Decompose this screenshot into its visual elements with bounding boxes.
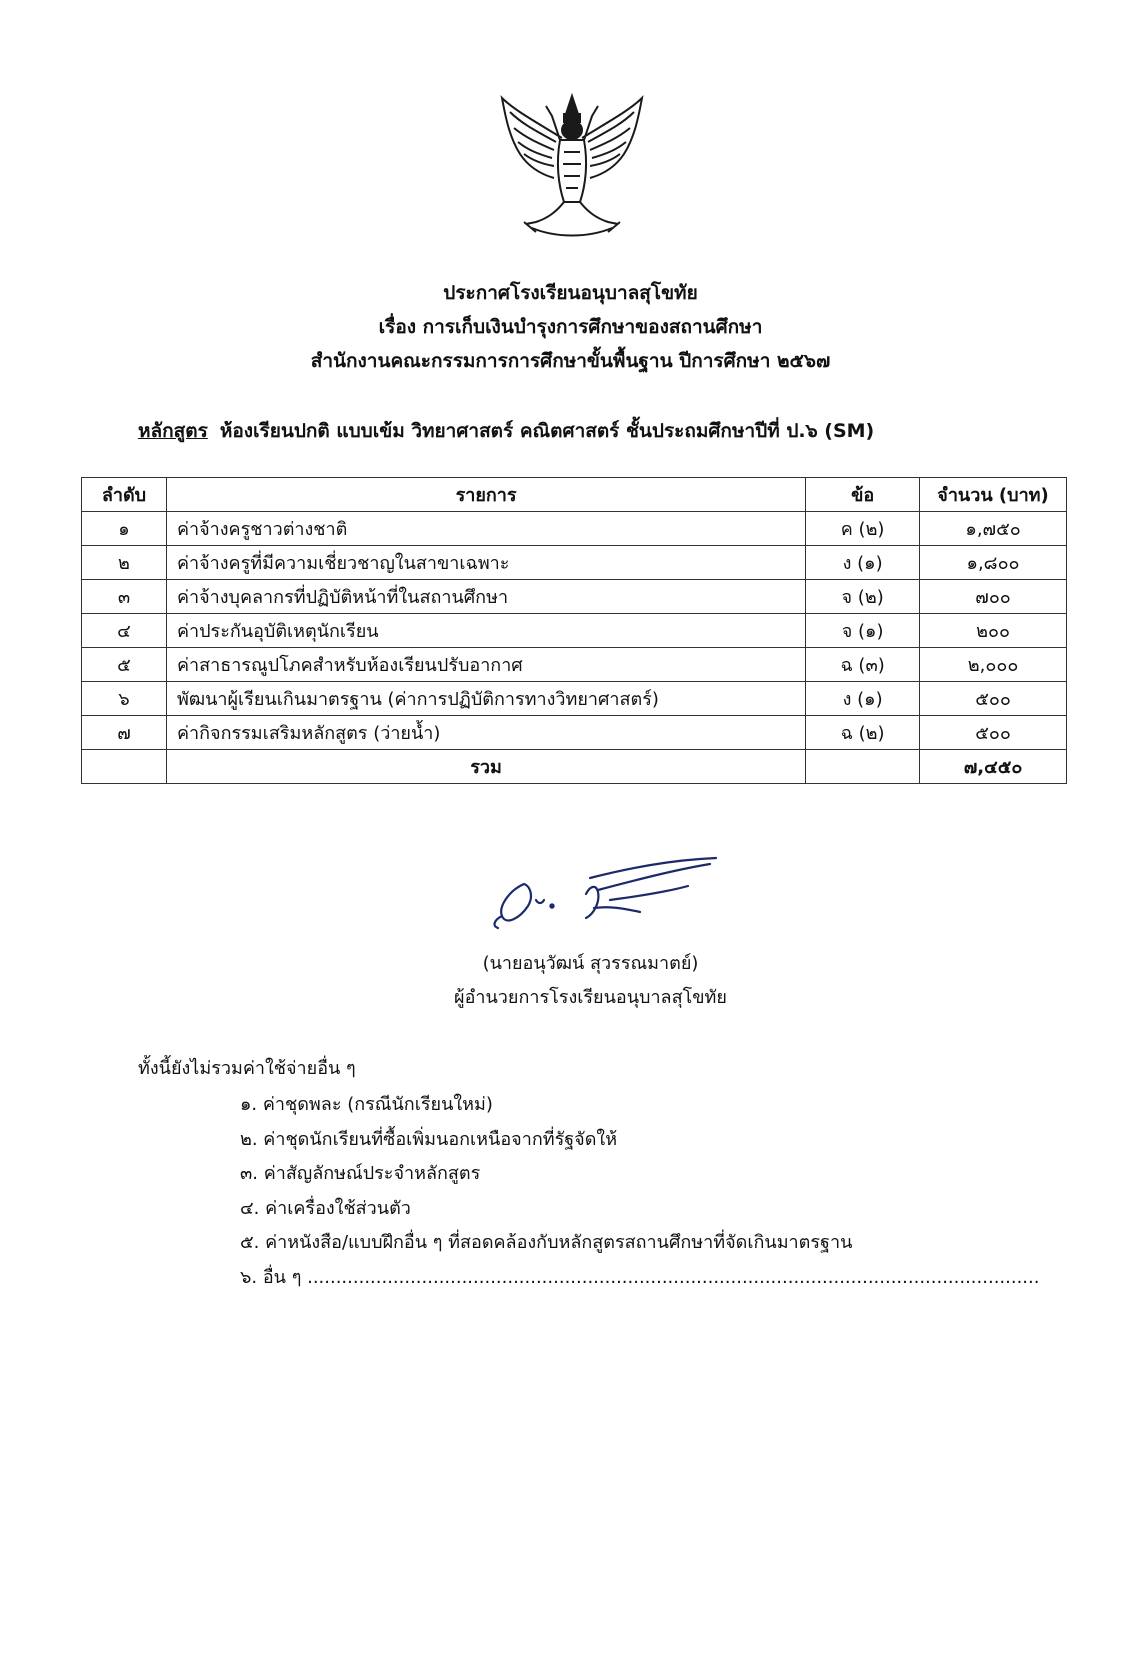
- table-header-row: [82, 478, 1067, 512]
- list-item: ๕. ค่าหนังสือ/แบบฝึกอื่น ๆ ที่สอดคล้องกับหลักสูตรสถานศึกษาที่จัดเกินมาตรฐาน: [240, 1232, 853, 1253]
- row-no: ๒: [82, 546, 167, 580]
- table-row: [82, 580, 1067, 614]
- announcement-title: ประกาศโรงเรียนอนุบาลสุโขทัย: [443, 282, 698, 304]
- row-item: ค่าจ้างครูที่มีความเชี่ยวชาญในสาขาเฉพาะ: [166, 546, 805, 580]
- row-clause: จ (๒): [806, 580, 920, 614]
- row-item: ค่าจ้างครูชาวต่างชาติ: [166, 512, 805, 546]
- table-row: [82, 716, 1067, 750]
- announcement-office: สำนักงานคณะกรรมการการศึกษาขั้นพื้นฐาน ปีการศึกษา ๒๕๖๗: [310, 350, 831, 372]
- row-amount: ๒,๐๐๐: [920, 648, 1067, 682]
- row-clause: ฉ (๒): [806, 716, 920, 750]
- table-row: [82, 648, 1067, 682]
- row-amount: ๑,๗๕๐: [920, 512, 1067, 546]
- row-item: ค่าสาธารณูปโภคสำหรับห้องเรียนปรับอากาศ: [166, 648, 805, 682]
- row-amount: ๒๐๐: [920, 614, 1067, 648]
- table-row: [82, 682, 1067, 716]
- table-row: [82, 546, 1067, 580]
- list-item: ๑. ค่าชุดพละ (กรณีนักเรียนใหม่): [240, 1094, 493, 1115]
- table-total-row: [82, 750, 1067, 784]
- curriculum-label: หลักสูตร: [138, 420, 208, 442]
- row-no: ๗: [82, 716, 167, 750]
- signer-name: (นายอนุวัฒน์ สุวรรณมาตย์): [482, 953, 699, 974]
- list-item: ๖. อื่น ๆ ................................................................................................................................: [240, 1266, 1040, 1288]
- row-no: ๔: [82, 614, 167, 648]
- row-clause: ค (๒): [806, 512, 920, 546]
- table-row: [82, 512, 1067, 546]
- curriculum-value: ห้องเรียนปกติ แบบเข้ม วิทยาศาสตร์ คณิตศาสตร์ ชั้นประถมศึกษาปีที่ ป.๖ (SM): [219, 420, 875, 442]
- total-value: ๗,๔๕๐: [920, 750, 1067, 784]
- header-amount: จำนวน (บาท): [920, 478, 1067, 512]
- row-amount: ๕๐๐: [920, 716, 1067, 750]
- other-expenses-intro: ทั้งนี้ยังไม่รวมค่าใช้จ่ายอื่น ๆ: [138, 1058, 356, 1079]
- total-label: รวม: [166, 750, 805, 784]
- row-clause: ง (๑): [806, 682, 920, 716]
- header-no: ลำดับ: [82, 478, 167, 512]
- row-no: ๑: [82, 512, 167, 546]
- announcement-subject: เรื่อง การเก็บเงินบำรุงการศึกษาของสถานศึกษา: [378, 316, 763, 338]
- header-item: รายการ: [166, 478, 805, 512]
- header-clause: ข้อ: [806, 478, 920, 512]
- row-no: ๕: [82, 648, 167, 682]
- row-amount: ๗๐๐: [920, 580, 1067, 614]
- row-clause: ฉ (๓): [806, 648, 920, 682]
- other-expenses-list: [240, 1088, 1039, 1295]
- row-no: ๓: [82, 580, 167, 614]
- total-empty-cell: [806, 750, 920, 784]
- total-empty-cell: [82, 750, 167, 784]
- row-clause: ง (๑): [806, 546, 920, 580]
- list-item: ๒. ค่าชุดนักเรียนที่ซื้อเพิ่มนอกเหนือจากที่รัฐจัดให้: [240, 1128, 618, 1150]
- row-amount: ๑,๘๐๐: [920, 546, 1067, 580]
- signature: [490, 856, 720, 946]
- fee-table: [81, 477, 1067, 784]
- curriculum-line: [138, 416, 874, 446]
- list-item: ๓. ค่าสัญลักษณ์ประจำหลักสูตร: [240, 1163, 481, 1184]
- row-amount: ๕๐๐: [920, 682, 1067, 716]
- row-item: พัฒนาผู้เรียนเกินมาตรฐาน (ค่าการปฏิบัติการทางวิทยาศาสตร์): [166, 682, 805, 716]
- row-item: ค่าจ้างบุคลากรที่ปฏิบัติหน้าที่ในสถานศึกษา: [166, 580, 805, 614]
- row-clause: จ (๑): [806, 614, 920, 648]
- row-item: ค่าประกันอุบัติเหตุนักเรียน: [166, 614, 805, 648]
- row-no: ๖: [82, 682, 167, 716]
- signer-position: ผู้อำนวยการโรงเรียนอนุบาลสุโขทัย: [454, 987, 727, 1008]
- list-item: ๔. ค่าเครื่องใช้ส่วนตัว: [240, 1197, 411, 1219]
- garuda-emblem: [496, 92, 648, 242]
- row-item: ค่ากิจกรรมเสริมหลักสูตร (ว่ายน้ำ): [166, 716, 805, 750]
- table-row: [82, 614, 1067, 648]
